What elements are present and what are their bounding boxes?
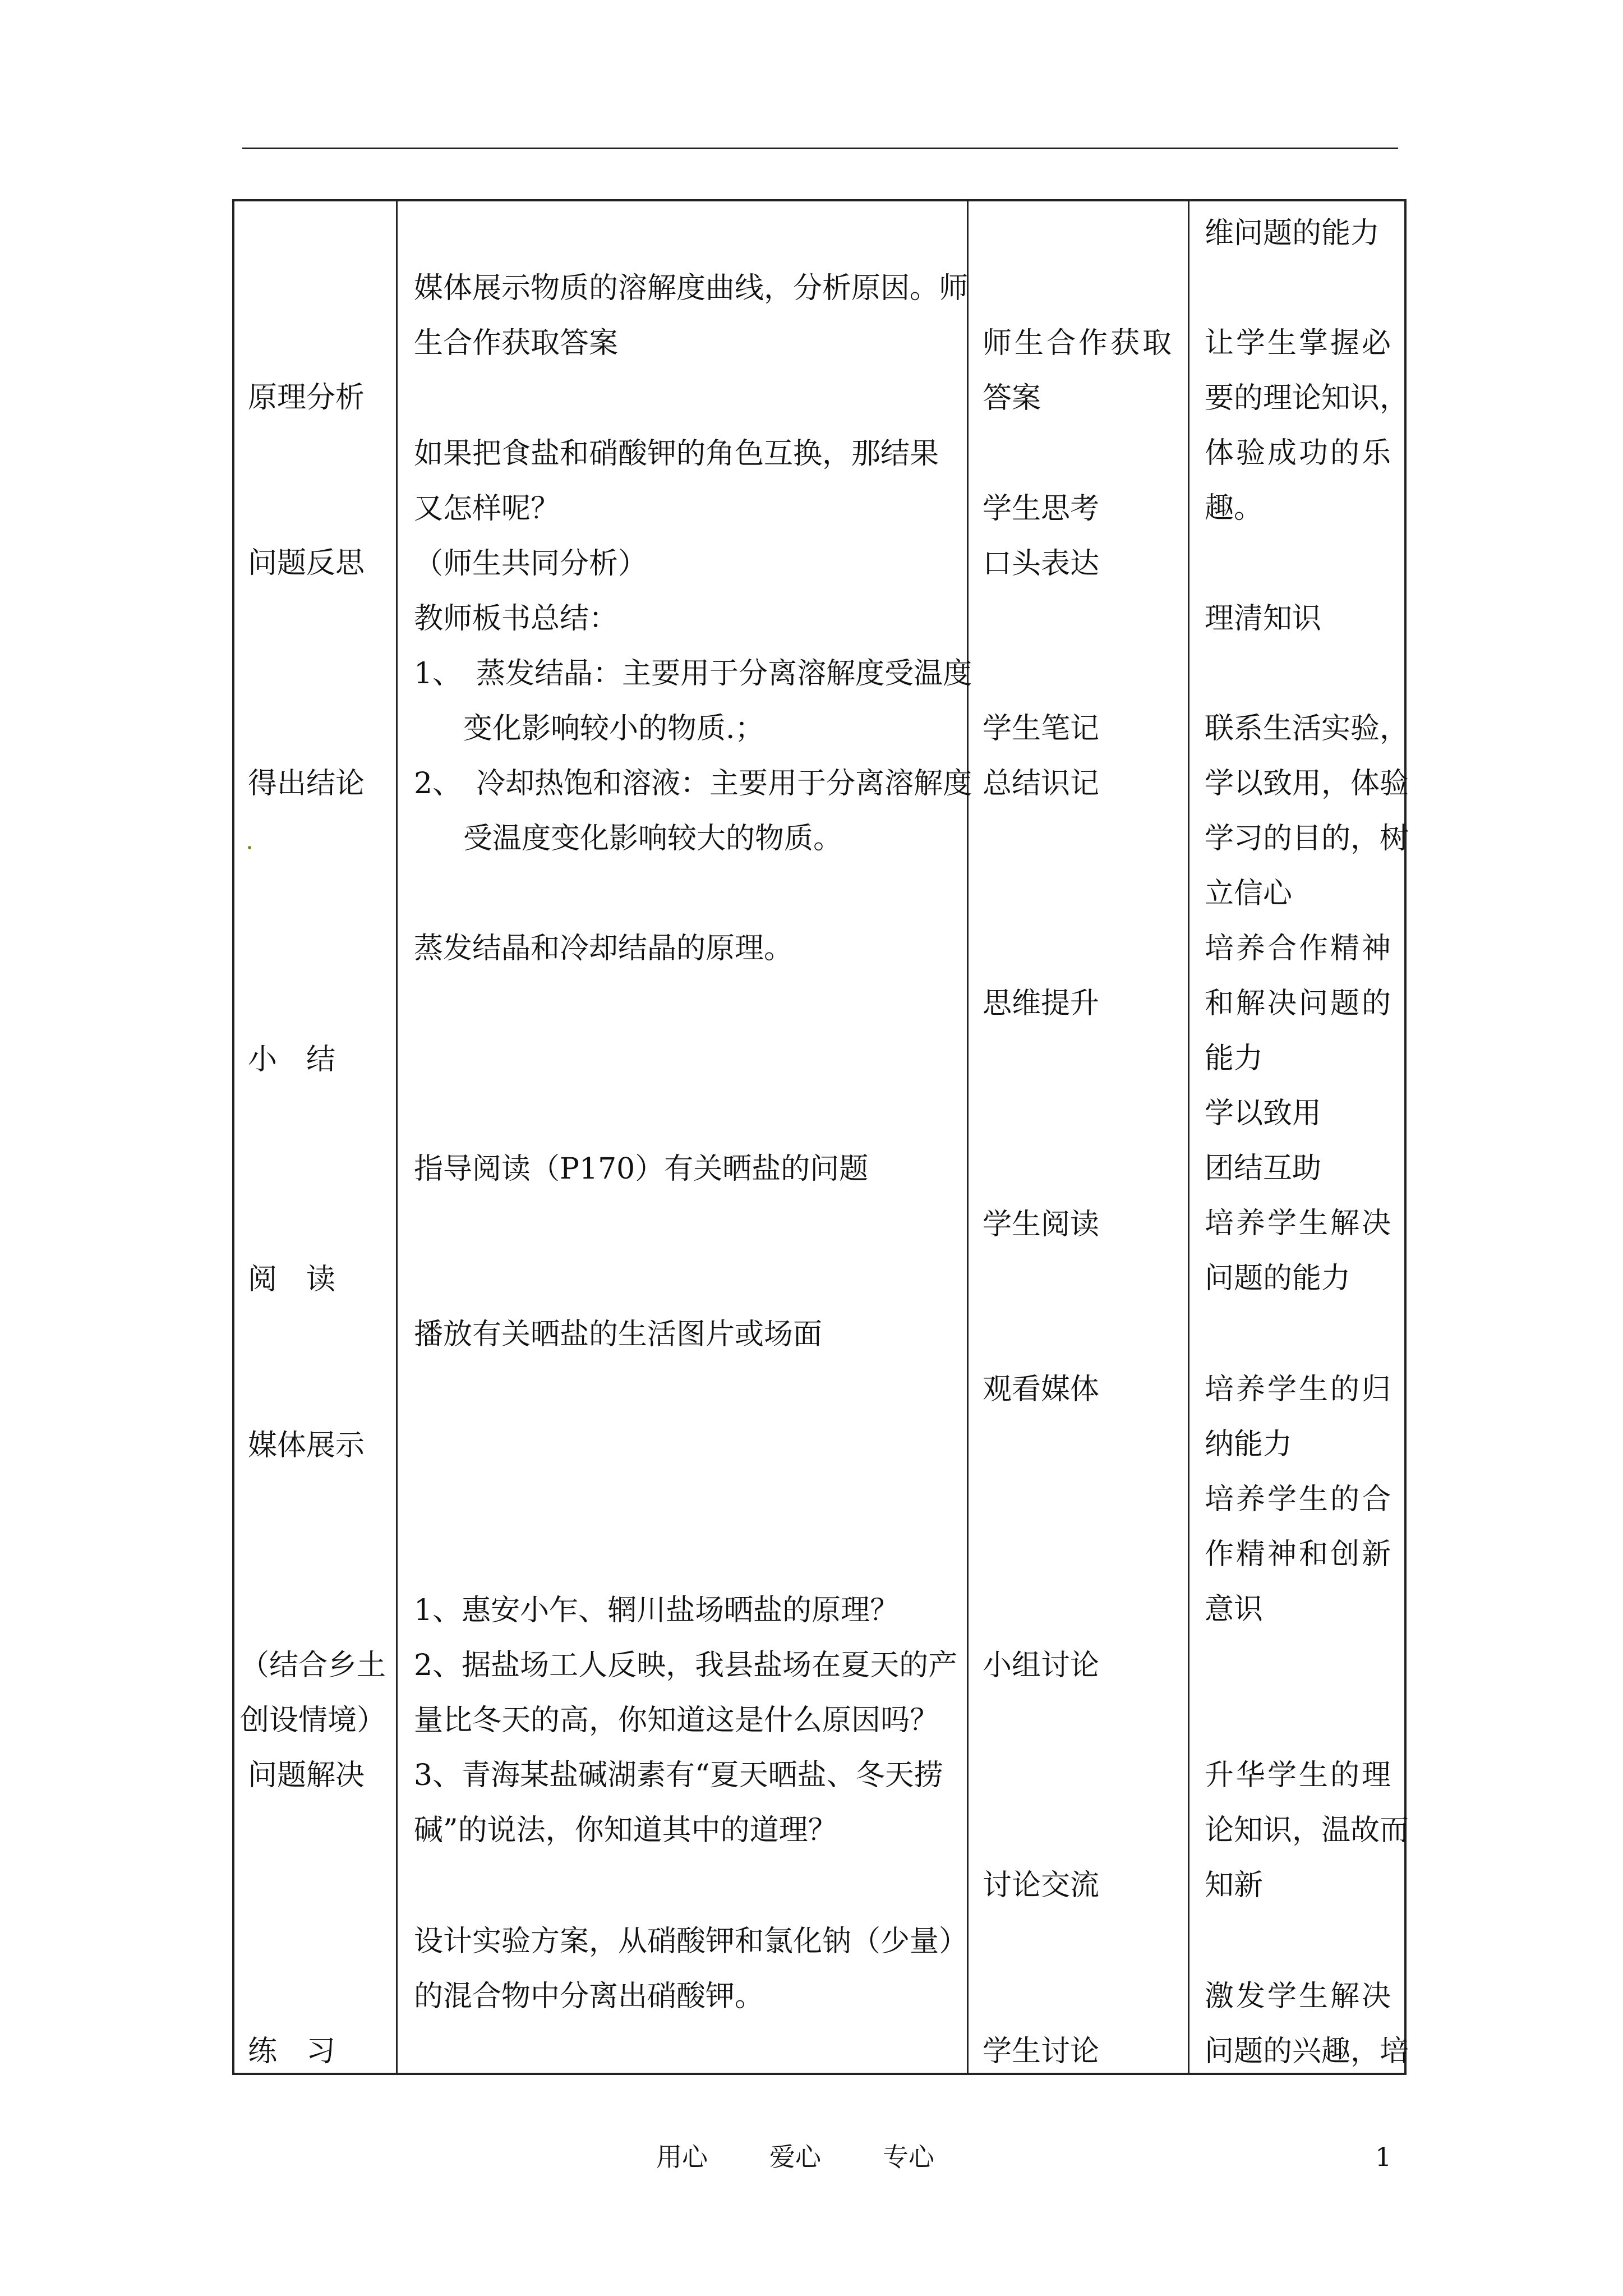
design-intent-line: 论知识，温故而 (1205, 1814, 1409, 1847)
student-activity-line: 思维提升 (983, 987, 1100, 1020)
design-intent-line: 学以致用，体验 (1205, 767, 1409, 800)
stage-label: 阅 读 (248, 1263, 336, 1296)
student-activity-line: 口头表达 (983, 547, 1100, 581)
header-rule (242, 148, 1398, 149)
student-activity-line: 师生合作获取 (983, 326, 1175, 360)
student-activity-line: 学生讨论 (983, 2035, 1100, 2068)
design-intent-line: 升华学生的理 (1205, 1759, 1394, 1792)
teacher-activity-line: 2、 冷却热饱和溶液：主要用于分离溶解度 (414, 767, 972, 800)
stage-label: 问题反思 (248, 546, 365, 580)
student-activity-line: 学生思考 (983, 492, 1100, 526)
student-activity-line: 观看媒体 (983, 1373, 1100, 1406)
teacher-activity-line: 教师板书总结： (414, 602, 619, 636)
design-intent-line: 学习的目的，树 (1205, 822, 1409, 855)
stage-label: 小 结 (248, 1043, 336, 1076)
design-intent-line: 趣。 (1205, 491, 1264, 525)
teacher-activity-line: （师生共同分析） (414, 547, 648, 581)
teacher-activity-line: 碱”的说法，你知道其中的道理？ (414, 1814, 837, 1847)
stage-label: 得出结论 (248, 767, 365, 800)
teacher-activity-line: 指导阅读（P170）有关晒盐的问题 (414, 1152, 869, 1186)
teacher-activity-line: 受温度变化影响较大的物质。 (463, 822, 843, 855)
design-intent-line: 纳能力 (1205, 1428, 1293, 1461)
stage-label: 问题解决 (248, 1759, 365, 1792)
design-intent-line: 培养合作精神 (1205, 932, 1394, 965)
design-intent-line: 要的理论知识， (1205, 381, 1409, 415)
teacher-activity-line: 蒸发结晶和冷却结晶的原理。 (414, 932, 794, 965)
design-intent-line: 培养学生解决 (1205, 1207, 1394, 1240)
column-divider (396, 199, 398, 2075)
teacher-activity-line: 的混合物中分离出硝酸钾。 (414, 1980, 764, 2013)
student-activity-line: 总结识记 (983, 767, 1100, 800)
teacher-activity-line: 播放有关晒盐的生活图片或场面 (414, 1318, 823, 1351)
stage-label: 原理分析 (248, 381, 365, 415)
teacher-activity-line: 媒体展示物质的溶解度曲线，分析原因。师 (414, 272, 969, 305)
teacher-activity-line: 1、 蒸发结晶：主要用于分离溶解度受温度 (414, 657, 972, 691)
stage-label: 创设情境） (240, 1704, 386, 1737)
teacher-activity-line: 生合作获取答案 (414, 326, 619, 360)
design-intent-line: 意识 (1205, 1593, 1264, 1626)
design-intent-line: 让学生掌握必 (1205, 326, 1394, 360)
design-intent-line: 和解决问题的 (1205, 987, 1394, 1020)
design-intent-line: 立信心 (1205, 877, 1293, 910)
teacher-activity-line: 设计实验方案，从硝酸钾和氯化钠（少量） (414, 1925, 969, 1958)
stage-label: 媒体展示 (248, 1429, 365, 1462)
design-intent-line: 团结互助 (1205, 1152, 1322, 1185)
design-intent-line: 培养学生的归 (1205, 1373, 1394, 1406)
column-divider (967, 199, 969, 2075)
design-intent-line: 培养学生的合 (1205, 1483, 1394, 1516)
design-intent-line: 作精神和创新 (1205, 1538, 1394, 1571)
column-divider (1188, 199, 1189, 2075)
design-intent-line: 维问题的能力 (1205, 217, 1380, 250)
design-intent-line: 体验成功的乐 (1205, 436, 1394, 470)
student-activity-line: 学生阅读 (983, 1208, 1100, 1241)
design-intent-line: 理清知识 (1205, 602, 1322, 636)
teacher-activity-line: 量比冬天的高，你知道这是什么原因吗？ (414, 1704, 939, 1737)
stage-label: 练 习 (248, 2035, 336, 2068)
teacher-activity-line: 又怎样呢？ (414, 492, 560, 526)
design-intent-line: 联系生活实验， (1205, 712, 1409, 746)
student-activity-line: 讨论交流 (983, 1869, 1100, 1902)
design-intent-line: 激发学生解决 (1205, 1980, 1394, 2013)
footer-motto: 爱心 (769, 2142, 821, 2172)
footer-motto: 专心 (883, 2142, 934, 2172)
stray-mark (248, 846, 251, 849)
student-activity-line: 答案 (983, 381, 1041, 415)
page-number: 1 (1375, 2142, 1392, 2172)
stage-label: （结合乡土 (240, 1649, 386, 1682)
design-intent-line: 学以致用 (1205, 1097, 1322, 1130)
design-intent-line: 知新 (1205, 1869, 1264, 1902)
design-intent-line: 问题的能力 (1205, 1262, 1351, 1295)
footer-motto: 用心 (656, 2142, 708, 2172)
design-intent-line: 能力 (1205, 1042, 1264, 1075)
teacher-activity-line: 变化影响较小的物质.； (463, 712, 764, 746)
design-intent-line: 问题的兴趣，培 (1205, 2035, 1409, 2068)
student-activity-line: 小组讨论 (983, 1649, 1100, 1682)
teacher-activity-line: 3、青海某盐碱湖素有“夏天晒盐、冬天捞 (414, 1759, 943, 1792)
student-activity-line: 学生笔记 (983, 712, 1100, 746)
teacher-activity-line: 2、据盐场工人反映，我县盐场在夏天的产 (414, 1649, 958, 1682)
teacher-activity-line: 如果把食盐和硝酸钾的角色互换，那结果 (414, 437, 939, 471)
teacher-activity-line: 1、惠安小乍、辋川盐场晒盐的原理？ (414, 1594, 900, 1627)
